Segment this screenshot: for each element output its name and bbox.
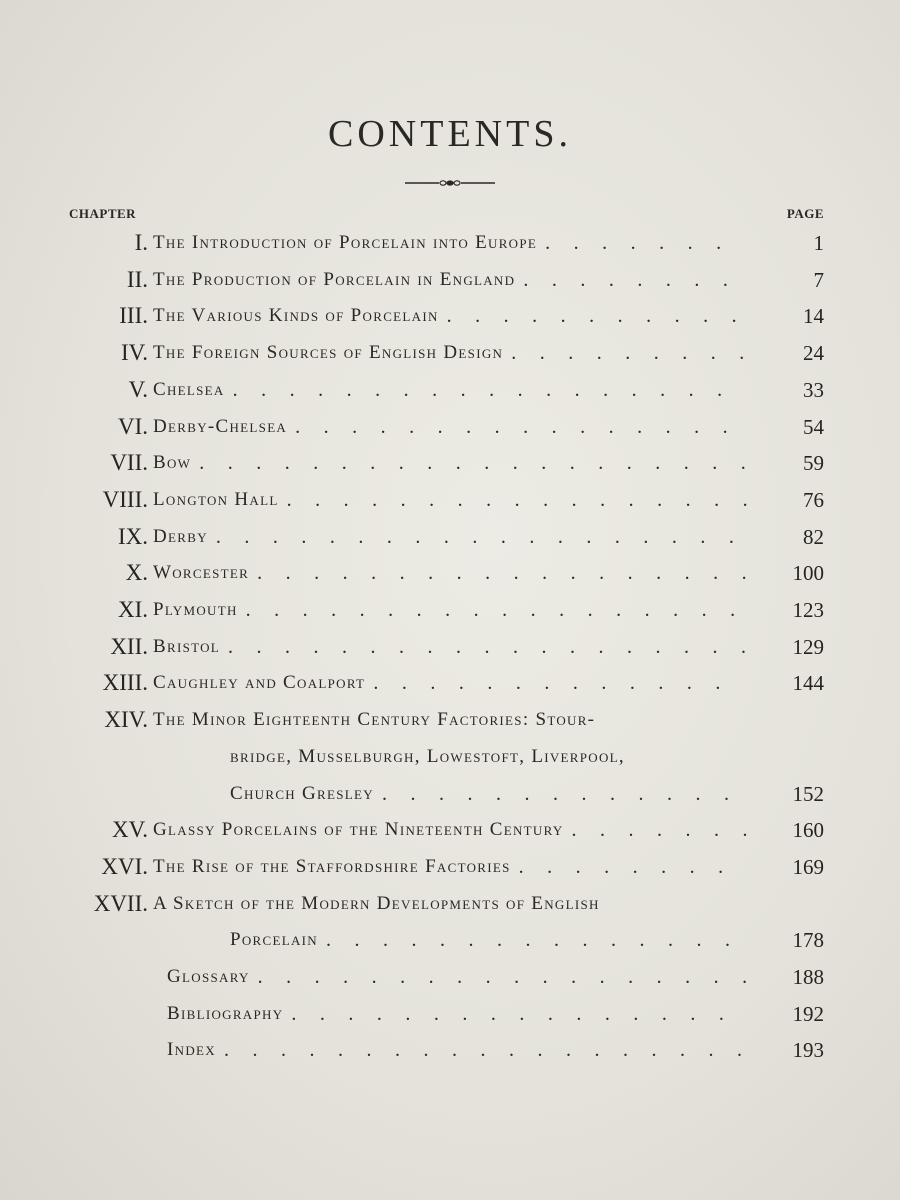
toc-row (0, 412, 900, 448)
page-number: 14 (803, 304, 824, 329)
leader-dots: ................... (215, 525, 758, 548)
chapter-title: Caughley and Coalport (153, 672, 366, 694)
chapter-title: The Rise of the Staffordshire Factories (153, 855, 511, 877)
chapter-number: IX. (117, 523, 148, 549)
chapter-title: Glossary (167, 966, 250, 987)
leader-dots: ................ (291, 1002, 748, 1025)
toc-row (0, 779, 900, 815)
chapter-number: II. (126, 266, 148, 292)
toc-row (0, 338, 900, 374)
chapter-title: Bow (153, 452, 192, 474)
chapter-title: Porcelain (230, 929, 318, 951)
ornament-rule-icon (405, 177, 495, 189)
leader-dots: ....... (571, 819, 772, 842)
leader-dots: ........... (446, 305, 761, 328)
page-number: 178 (792, 928, 824, 953)
page-number: 144 (792, 671, 824, 696)
chapter-title: The Production of Porcelain in England (153, 268, 516, 290)
chapter-number: I. (134, 230, 148, 255)
page-number: 152 (792, 781, 824, 806)
leader-dots: ........ (518, 855, 747, 878)
leader-dots: ....... (545, 232, 745, 254)
page-number: 123 (792, 598, 824, 622)
toc-row (0, 558, 900, 594)
chapter-number: XIII. (102, 670, 148, 696)
toc-row (0, 742, 900, 778)
toc-row (0, 668, 900, 704)
page-column-header: PAGE (786, 206, 824, 221)
toc-row (0, 925, 900, 961)
leader-dots: ............. (373, 672, 744, 695)
leader-dots: .................. (232, 378, 746, 401)
chapter-number: IV. (120, 340, 148, 366)
page-number: 7 (813, 267, 824, 292)
chapter-number: VIII. (102, 486, 148, 512)
chapter-column-header: CHAPTER (69, 206, 137, 221)
toc-row (0, 705, 900, 741)
toc-row (0, 375, 900, 411)
toc-row (0, 1035, 900, 1071)
chapter-title: Worcester (153, 562, 250, 584)
page-number: 100 (792, 561, 824, 586)
toc-row (0, 301, 900, 337)
chapter-number: XIV. (104, 707, 148, 733)
chapter-title: Glassy Porcelains of the Nineteenth Century (153, 819, 564, 841)
page-number: 160 (792, 818, 824, 843)
chapter-title: A Sketch of the Modern Developments of English (153, 892, 600, 914)
chapter-title: The Foreign Sources of English Design (153, 342, 504, 364)
toc-row (0, 632, 900, 668)
page-number: 82 (803, 524, 824, 549)
page-title: CONTENTS. (328, 113, 572, 155)
page-number: 54 (803, 414, 824, 439)
page-number: 76 (803, 487, 824, 512)
leader-dots: ........ (523, 268, 752, 291)
leader-dots: .................. (245, 599, 759, 621)
toc-row (0, 522, 900, 558)
chapter-title: Derby-Chelsea (153, 415, 288, 437)
toc-row (0, 962, 900, 998)
chapter-title: Chelsea (153, 378, 225, 400)
chapter-title: The Various Kinds of Porcelain (153, 305, 439, 327)
leader-dots: ................ (295, 415, 752, 438)
leader-dots: ................... (228, 635, 770, 658)
page-number: 33 (803, 377, 824, 402)
chapter-number: XI. (117, 597, 148, 622)
leader-dots: ................... (223, 1039, 766, 1062)
page-number: 24 (803, 341, 824, 366)
page-number: 188 (792, 965, 824, 989)
leader-dots: ......... (511, 342, 768, 365)
chapter-title: Church Gresley (230, 782, 374, 804)
chapter-title: Index (167, 1039, 216, 1061)
leader-dots: .................. (257, 966, 771, 988)
leader-dots: ............. (381, 782, 753, 805)
toc-row (0, 228, 900, 264)
chapter-number: V. (128, 376, 148, 402)
chapter-title: Longton Hall (153, 488, 279, 510)
page-number: 129 (792, 634, 824, 659)
leader-dots: .................. (257, 562, 771, 585)
page-number: 59 (803, 451, 824, 476)
page-number: 193 (792, 1038, 824, 1063)
chapter-number: X. (125, 560, 148, 586)
chapter-title: Plymouth (153, 599, 238, 620)
toc-row (0, 485, 900, 521)
page-number: 1 (813, 231, 824, 255)
leader-dots: ............... (325, 929, 754, 952)
toc-row (0, 265, 900, 301)
chapter-number: XVI. (101, 853, 148, 879)
page-number: 192 (792, 1001, 824, 1026)
leader-dots: .................... (199, 452, 770, 475)
chapter-title: Bristol (153, 635, 221, 657)
toc-row (0, 889, 900, 925)
chapter-number: VI. (117, 413, 148, 439)
chapter-title: bridge, Musselburgh, Lowestoft, Liverpool, (230, 745, 625, 767)
toc-row (0, 448, 900, 484)
toc-row (0, 815, 900, 851)
page-number: 169 (792, 854, 824, 879)
toc-row (0, 999, 900, 1035)
chapter-number: XV. (111, 817, 148, 843)
chapter-number: VII. (110, 450, 148, 476)
chapter-title: Bibliography (167, 1002, 284, 1024)
toc-row (0, 595, 900, 631)
chapter-number: XII. (110, 633, 148, 659)
chapter-title: The Minor Eighteenth Century Factories: Stour- (153, 709, 596, 731)
chapter-title: The Introduction of Porcelain into Europe (153, 232, 538, 253)
leader-dots: ................. (286, 488, 772, 511)
toc-row (0, 852, 900, 888)
chapter-title: Derby (153, 525, 208, 547)
chapter-number: III. (119, 303, 148, 329)
chapter-number: XVII. (93, 890, 148, 916)
